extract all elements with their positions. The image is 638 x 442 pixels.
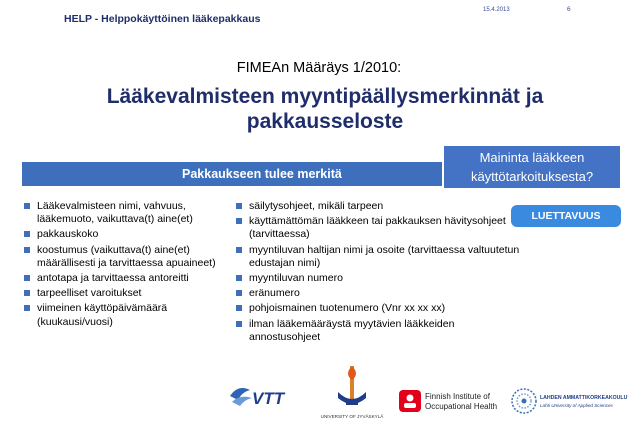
list-item [24, 228, 236, 241]
section-banner [22, 162, 442, 186]
section-banner-text: Pakkaukseen tulee merkitä [182, 167, 342, 181]
page-number: 6 [567, 6, 571, 13]
list-item [236, 244, 521, 270]
list-item-text: myyntiluvan haltijan nimi ja osoite (tarvittaessa valtuutetun edustajan nimi) [249, 243, 520, 269]
lamk-logo-line2: Lahti University of Applied Sciences [540, 403, 613, 408]
list-item-text: eränumero [249, 287, 300, 300]
list-item [236, 287, 521, 300]
vtt-logo [228, 380, 292, 412]
list-item [24, 200, 236, 226]
list-item [24, 272, 236, 285]
bullet-square-icon [24, 290, 30, 296]
bullet-square-icon [24, 247, 30, 253]
list-item-text: tarpeelliset varoitukset [37, 287, 142, 300]
bullet-square-icon [236, 203, 242, 209]
bullet-square-icon [24, 275, 30, 281]
list-item-text: käyttämättömän lääkkeen tai pakkauksen hävitysohjeet (tarvittaessa) [249, 215, 506, 241]
bullet-square-icon [236, 305, 242, 311]
list-item [236, 272, 521, 285]
fiooh-logo-line2: Occupational Health [425, 402, 498, 411]
jyu-logo-text: UNIVERSITY OF JYVÄSKYLÄ [320, 414, 384, 419]
list-item-text: Lääkevalmisteen nimi, vahvuus, lääkemuoto, vaikuttava(t) aine(et) [37, 200, 193, 226]
list-item-text: myyntiluvan numero [249, 272, 343, 285]
fiooh-logo-line1: Finnish Institute of [425, 392, 490, 401]
header-label: HELP - Helppokäyttöinen lääkepakkaus [64, 13, 261, 25]
list-item [236, 318, 521, 344]
right-bullet-list [236, 200, 521, 346]
list-item [236, 215, 521, 241]
callout-box: Maininta lääkkeen käyttötarkoituksesta? [444, 146, 620, 188]
list-item [24, 287, 236, 300]
list-item [236, 200, 521, 213]
list-item-text: koostumus (vaikuttava(t) aine(et) määrällisesti ja tarvittaessa apuaineet) [37, 243, 216, 269]
list-item-text: viimeinen käyttöpäivämäärä (kuukausi/vuosi) [37, 302, 168, 328]
bullet-square-icon [236, 218, 242, 224]
slide-date: 15.4.2013 [483, 7, 510, 13]
list-item [24, 302, 236, 328]
bullet-square-icon [24, 305, 30, 311]
list-item-text: ilman lääkemääräystä myytävien lääkkeiden annostusohjeet [249, 317, 455, 343]
readability-badge: LUETTAVUUS [511, 205, 621, 227]
slide-title: Lääkevalmisteen myyntipäällysmerkinnät ja pakkausseloste [106, 85, 544, 133]
list-item [24, 244, 236, 270]
list-item [236, 302, 521, 315]
bullet-square-icon [236, 247, 242, 253]
bullet-square-icon [236, 275, 242, 281]
list-item-text: antotapa ja tarvittaessa antoreitti [37, 272, 189, 285]
left-bullet-list [24, 200, 236, 331]
bullet-square-icon [24, 231, 30, 237]
list-item-text: pakkauskoko [37, 228, 99, 241]
list-item-text: säilytysohjeet, mikäli tarpeen [249, 200, 384, 212]
list-item-text: pohjoismainen tuotenumero (Vnr xx xx xx) [249, 302, 446, 315]
lahti-university-of-applied-sciences-logo [510, 386, 630, 416]
slide-subtitle: FIMEAn Määräys 1/2010: [236, 60, 402, 76]
bullet-square-icon [24, 203, 30, 209]
vtt-logo-text: VTT [252, 389, 285, 408]
finnish-institute-of-occupational-health-logo [398, 388, 502, 414]
bullet-square-icon [236, 290, 242, 296]
lamk-logo-line1: LAHDEN AMMATTIKORKEAKOULU [540, 395, 628, 401]
bullet-square-icon [236, 321, 242, 327]
university-of-jyvaskyla-logo [318, 362, 386, 424]
